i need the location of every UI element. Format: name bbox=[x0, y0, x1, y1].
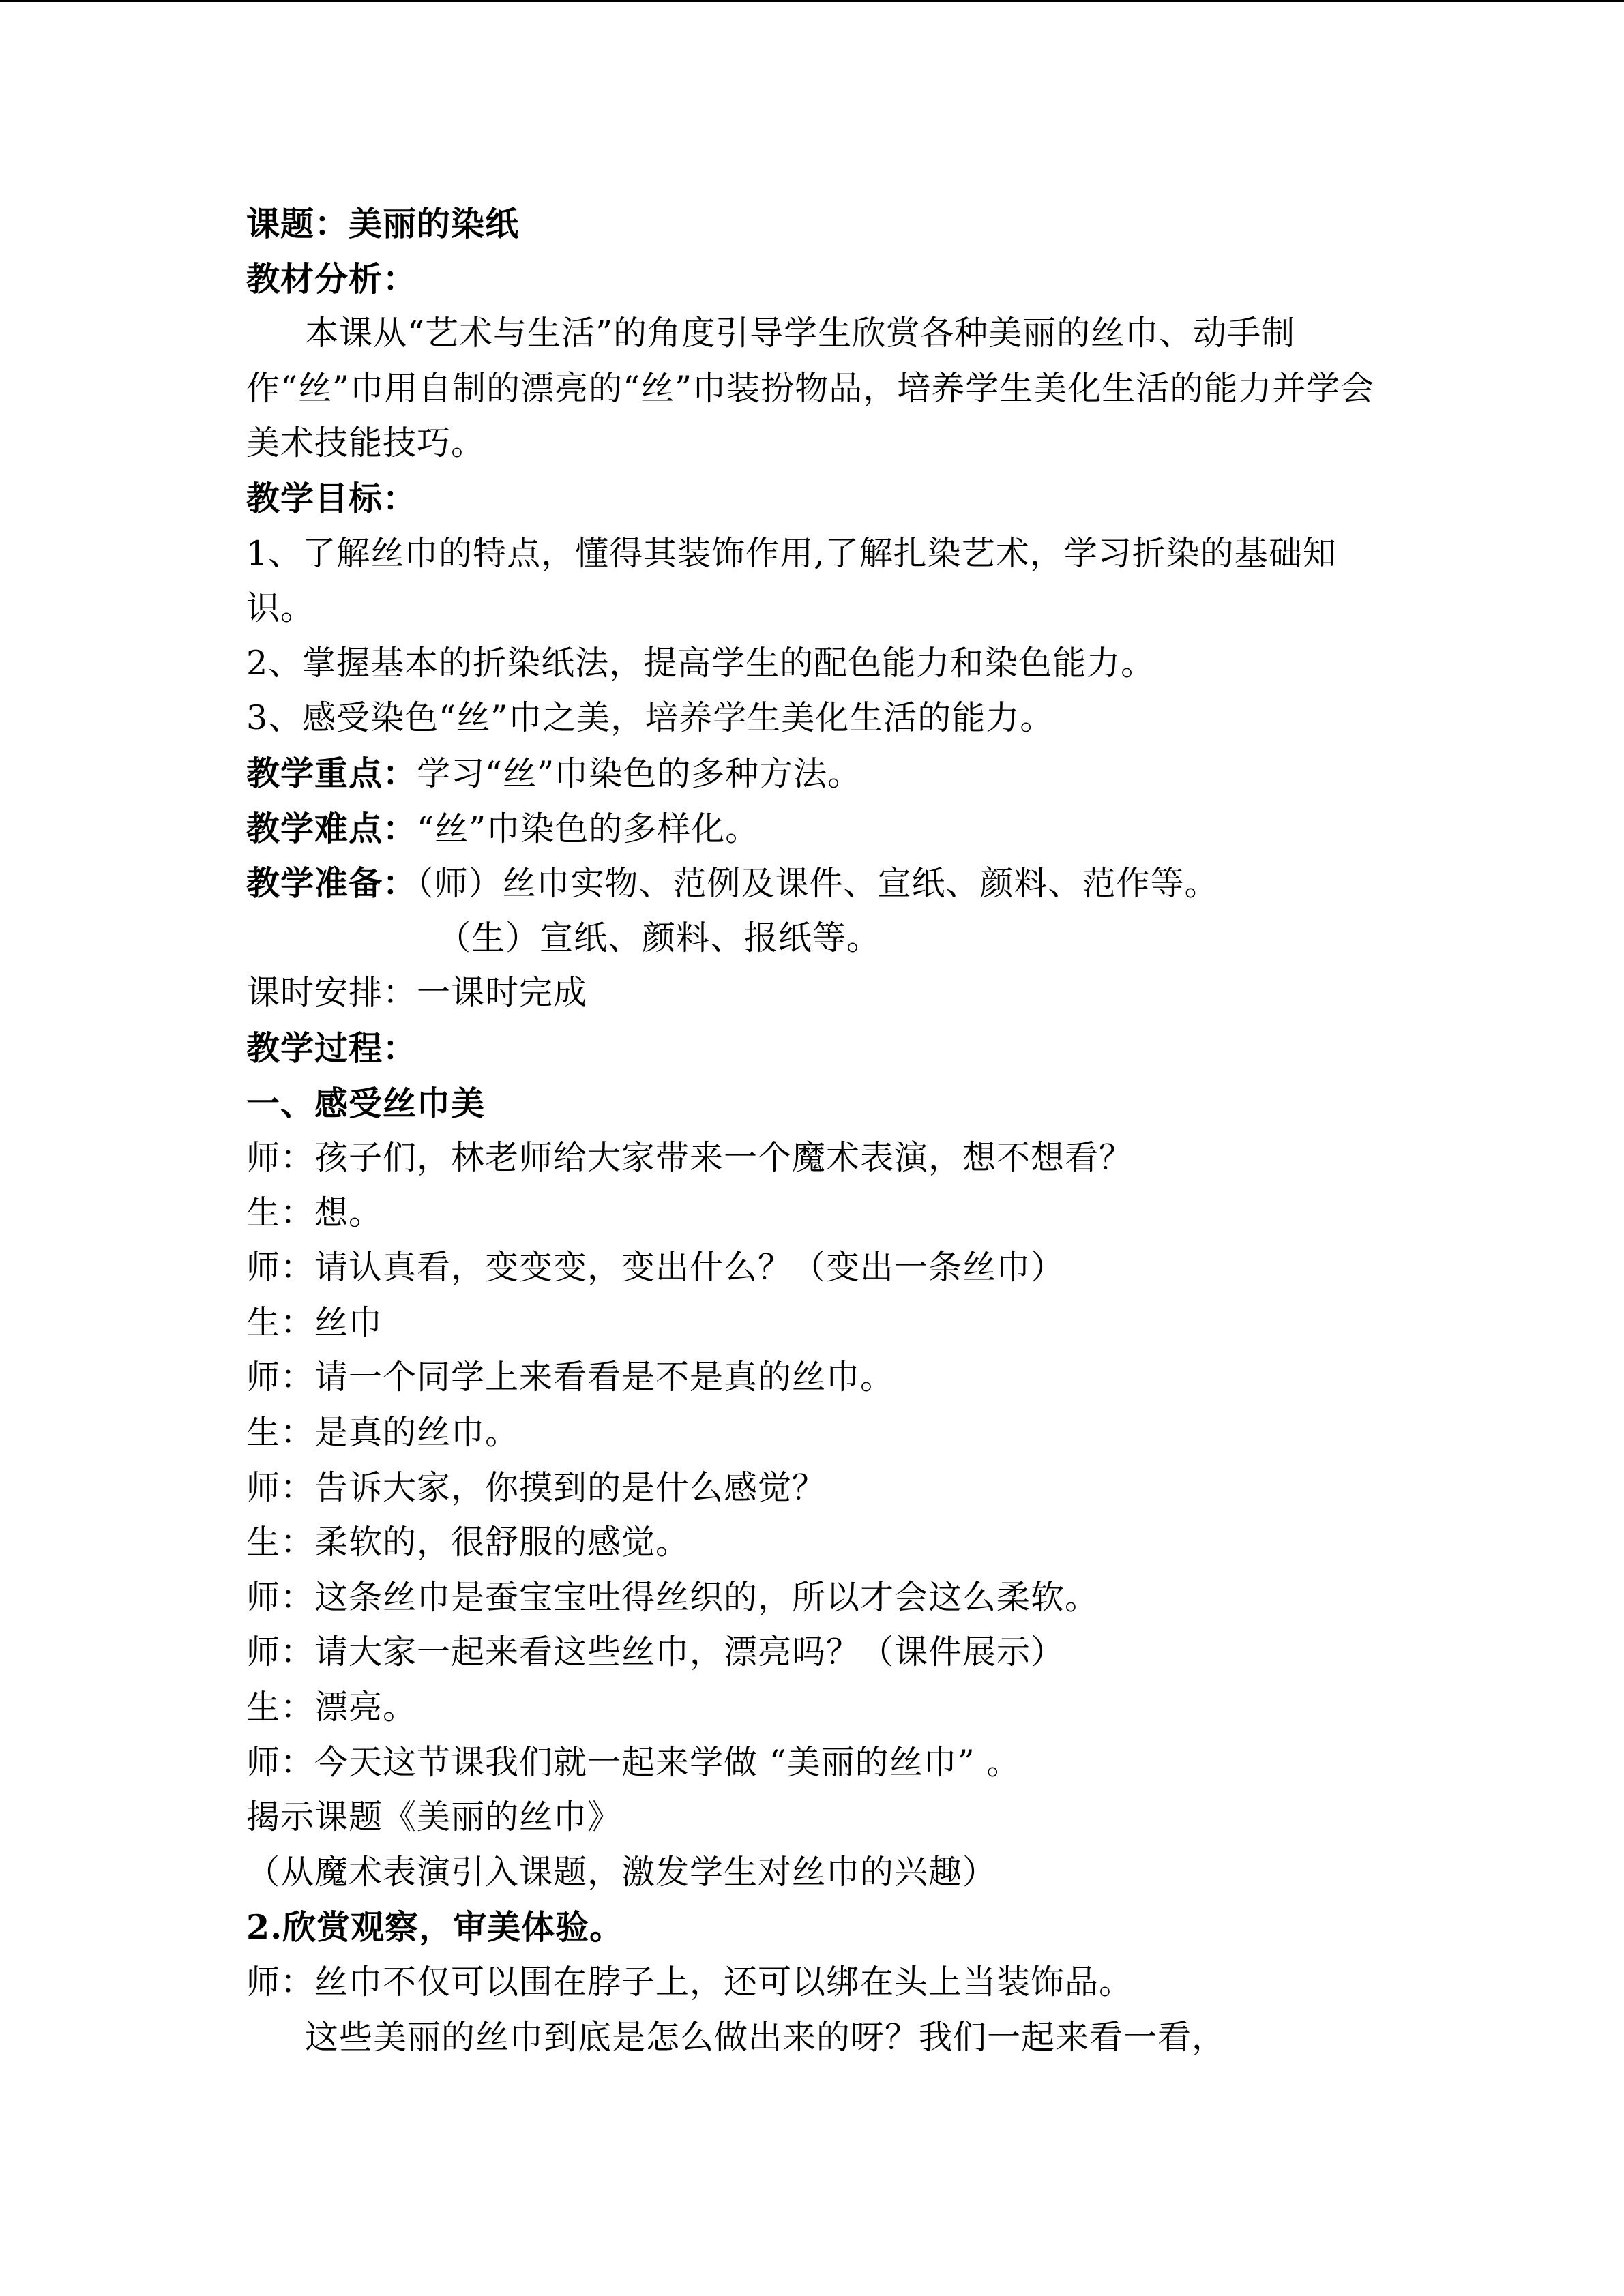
dialogue-line: 师：孩子们，林老师给大家带来一个魔术表演，想不想看？ bbox=[246, 1138, 1134, 1178]
dialogue-line: 生：漂亮。 bbox=[246, 1688, 417, 1727]
key-point-label: 教学重点： bbox=[246, 753, 417, 793]
preparation-teacher: （师）丝巾实物、范例及课件、宣纸、颜料、范作等。 bbox=[417, 864, 1219, 904]
dialogue-line: 揭示课题《美丽的丝巾》 bbox=[246, 1798, 622, 1837]
dialogue-line: 师：请认真看，变变变，变出什么？（变出一条丝巾） bbox=[246, 1248, 1065, 1287]
goals-heading: 教学目标： bbox=[246, 478, 417, 518]
difficulty bbox=[246, 801, 1392, 856]
top-border-rule bbox=[0, 0, 1624, 2]
section-2-heading: 2.欣赏观察，审美体验。 bbox=[246, 1907, 624, 1948]
section-1-heading: 一、感受丝巾美 bbox=[246, 1083, 486, 1123]
preparation bbox=[246, 856, 1392, 911]
dialogue-line: 生：柔软的，很舒服的感觉。 bbox=[246, 1523, 690, 1562]
dialogue-line: 师：告诉大家，你摸到的是什么感觉？ bbox=[246, 1467, 827, 1507]
preparation-label: 教学准备： bbox=[246, 863, 417, 904]
lesson-title-value: 美丽的染纸 bbox=[349, 204, 520, 243]
closing-line: 这些美丽的丝巾到底是怎么做出来的呀？我们一起来看一看， bbox=[305, 2017, 1226, 2057]
analysis-heading: 教材分析： bbox=[246, 258, 417, 299]
dialogue-line: 师：请一个同学上来看看是不是真的丝巾。 bbox=[246, 1358, 895, 1397]
dialogue-line: 师：请大家一起来看这些丝巾，漂亮吗？（课件展示） bbox=[246, 1632, 1065, 1672]
lesson-title bbox=[246, 196, 1392, 252]
goal-item-1: 1、了解丝巾的特点，懂得其装饰作用,了解扎染艺术，学习折染的基础知识。 bbox=[246, 533, 1337, 628]
goal-item-2: 2、掌握基本的折染纸法，提高学生的配色能力和染色能力。 bbox=[246, 643, 1155, 683]
dialogue-line: 生：丝巾 bbox=[246, 1302, 383, 1342]
dialogue-line: 生：是真的丝巾。 bbox=[246, 1413, 520, 1452]
dialogue-line: 师：今天这节课我们就一起来学做 “美丽的丝巾” 。 bbox=[246, 1742, 1021, 1782]
goal-item-3: 3、感受染色“丝”巾之美，培养学生美化生活的能力。 bbox=[246, 698, 1054, 738]
schedule: 课时安排：一课时完成 bbox=[246, 973, 588, 1013]
preparation-student: （生）宣纸、颜料、报纸等。 bbox=[437, 918, 881, 957]
dialogue-line: 师：丝巾不仅可以围在脖子上，还可以绑在头上当装饰品。 bbox=[246, 1963, 1134, 2001]
document-body bbox=[246, 196, 1392, 2065]
process-heading: 教学过程： bbox=[246, 1028, 417, 1068]
key-point-text: 学习“丝”巾染色的多种方法。 bbox=[417, 754, 862, 793]
difficulty-text: “丝”巾染色的多样化。 bbox=[417, 809, 760, 848]
difficulty-label: 教学难点： bbox=[246, 808, 417, 848]
key-point bbox=[246, 746, 1392, 801]
lesson-title-label: 课题： bbox=[246, 204, 349, 243]
dialogue-line: 生：想。 bbox=[246, 1193, 383, 1232]
dialogue-line: （从魔术表演引入课题，激发学生对丝巾的兴趣） bbox=[246, 1852, 997, 1892]
analysis-paragraph: 本课从“艺术与生活”的角度引导学生欣赏各种美丽的丝巾、动手制作“丝”巾用自制的漂亮的“丝”巾装扮物品，培养学生美化生活的能力并学会美术技能技巧。 bbox=[246, 314, 1375, 463]
dialogue-line: 师：这条丝巾是蚕宝宝吐得丝织的，所以才会这么柔软。 bbox=[246, 1577, 1099, 1617]
